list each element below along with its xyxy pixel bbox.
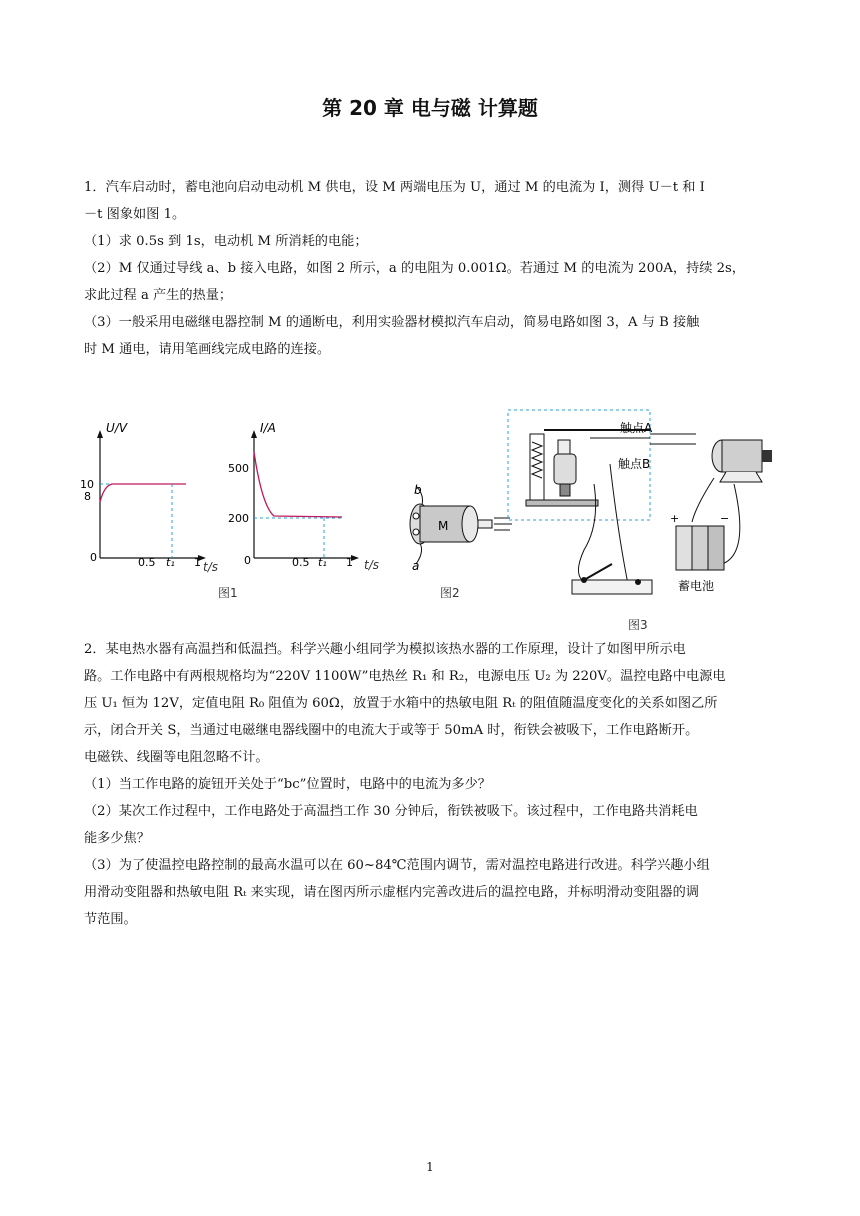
- x-tick-05: 0.5: [292, 556, 310, 569]
- motor-label: M: [438, 519, 449, 533]
- i-t-xlabel: t/s: [364, 558, 379, 572]
- x-tick-0: 0: [90, 551, 97, 564]
- q2-line: 节范围。: [84, 912, 137, 927]
- q2-line: 压 U₁ 恒为 12V，定值电阻 R₀ 阻值为 60Ω，放置于水箱中的热敏电阻 Rₜ 的阻值随温度变化的关系如图乙所: [84, 696, 718, 711]
- u-t-graph: [76, 418, 206, 578]
- q2-line: 2．某电热水器有高温挡和低温挡。科学兴趣小组同学为模拟该热水器的工作原理，设计了如图甲所示电: [84, 642, 686, 657]
- q2-line: 示，闭合开关 S，当通过电磁继电器线圈中的电流大于或等于 50mA 时，衔铁会被吸下，工作电路断开。: [84, 723, 699, 738]
- wire-a-label: a: [412, 559, 420, 573]
- q2-line: 电磁铁、线圈等电阻忽略不计。: [84, 750, 269, 765]
- i-t-graph: [226, 418, 366, 578]
- i-axis-label: I/A: [260, 421, 276, 435]
- q2-line: 能多少焦？: [84, 831, 150, 846]
- q1-line: 求此过程 a 产生的热量；: [84, 288, 233, 303]
- q2-line: 路。工作电路中有两根规格均为“220V 1100W”电热丝 R₁ 和 R₂，电源电压 U₂ 为 220V。温控电路中电源电: [84, 669, 726, 684]
- fig3-caption: 图3: [628, 618, 648, 632]
- q2-part-2: （2）某次工作过程中，工作电路处于高温挡工作 30 分钟后，衔铁被吸下。该过程中，工作电路共消耗电: [84, 804, 698, 819]
- contact-b-label: 触点B: [618, 457, 651, 471]
- i-tick-500: 500: [228, 462, 249, 475]
- q1-line: －t 图象如图 1。: [84, 207, 186, 222]
- i-tick-200: 200: [228, 512, 249, 525]
- battery-label: 蓄电池: [678, 579, 715, 593]
- x-tick-1: 1: [194, 556, 201, 569]
- q2-line: 用滑动变阻器和热敏电阻 Rₜ 来实现，请在图丙所示虚框内完善改进后的温控电路，并标明滑动变阻器的调: [84, 885, 699, 900]
- x-tick-t1: t₁: [318, 556, 327, 569]
- wire-b-label: b: [414, 483, 422, 497]
- q1-line: 时 M 通电，请用笔画线完成电路的连接。: [84, 342, 331, 357]
- relay-circuit-figure: [500, 404, 790, 624]
- question-2: [84, 636, 784, 933]
- battery-minus: −: [720, 512, 730, 525]
- q2-part-1: （1）当工作电路的旋钮开关处于“bc”位置时，电路中的电流为多少？: [84, 777, 491, 792]
- x-tick-05: 0.5: [138, 556, 156, 569]
- u-tick-10: 10: [80, 478, 94, 491]
- fig2-caption: 图2: [440, 586, 460, 600]
- x-tick-1: 1: [346, 556, 353, 569]
- contact-a-label: 触点A: [620, 421, 653, 435]
- q1-part-2: （2）M 仅通过导线 a、b 接入电路，如图 2 所示，a 的电阻为 0.001Ω。若通过 M 的电流为 200A，持续 2s，: [84, 261, 745, 276]
- x-tick-t1: t₁: [166, 556, 175, 569]
- q1-part-1: （1）求 0.5s 到 1s，电动机 M 所消耗的电能；: [84, 234, 368, 249]
- u-t-xlabel: t/s: [203, 560, 218, 574]
- battery-plus: +: [670, 512, 680, 525]
- q1-line: 1．汽车启动时，蓄电池向启动电动机 M 供电，设 M 两端电压为 U，通过 M 的电流为 I，测得 U－t 和 I: [84, 180, 705, 195]
- question-1: [84, 174, 784, 363]
- u-tick-8: 8: [84, 490, 91, 503]
- u-axis-label: U/V: [106, 421, 128, 435]
- x-tick-0: 0: [244, 554, 251, 567]
- fig1-caption: 图1: [218, 586, 238, 600]
- q2-part-3: （3）为了使温控电路控制的最高水温可以在 60~84℃范围内调节，需对温控电路进行改进。科学兴趣小组: [84, 858, 710, 873]
- page-number: 1: [426, 1160, 434, 1174]
- page-title: 第 20 章 电与磁 计算题: [322, 96, 538, 120]
- q1-part-3: （3）一般采用电磁继电器控制 M 的通断电，利用实验器材模拟汽车启动，简易电路如图 3，A 与 B 接触: [84, 315, 700, 330]
